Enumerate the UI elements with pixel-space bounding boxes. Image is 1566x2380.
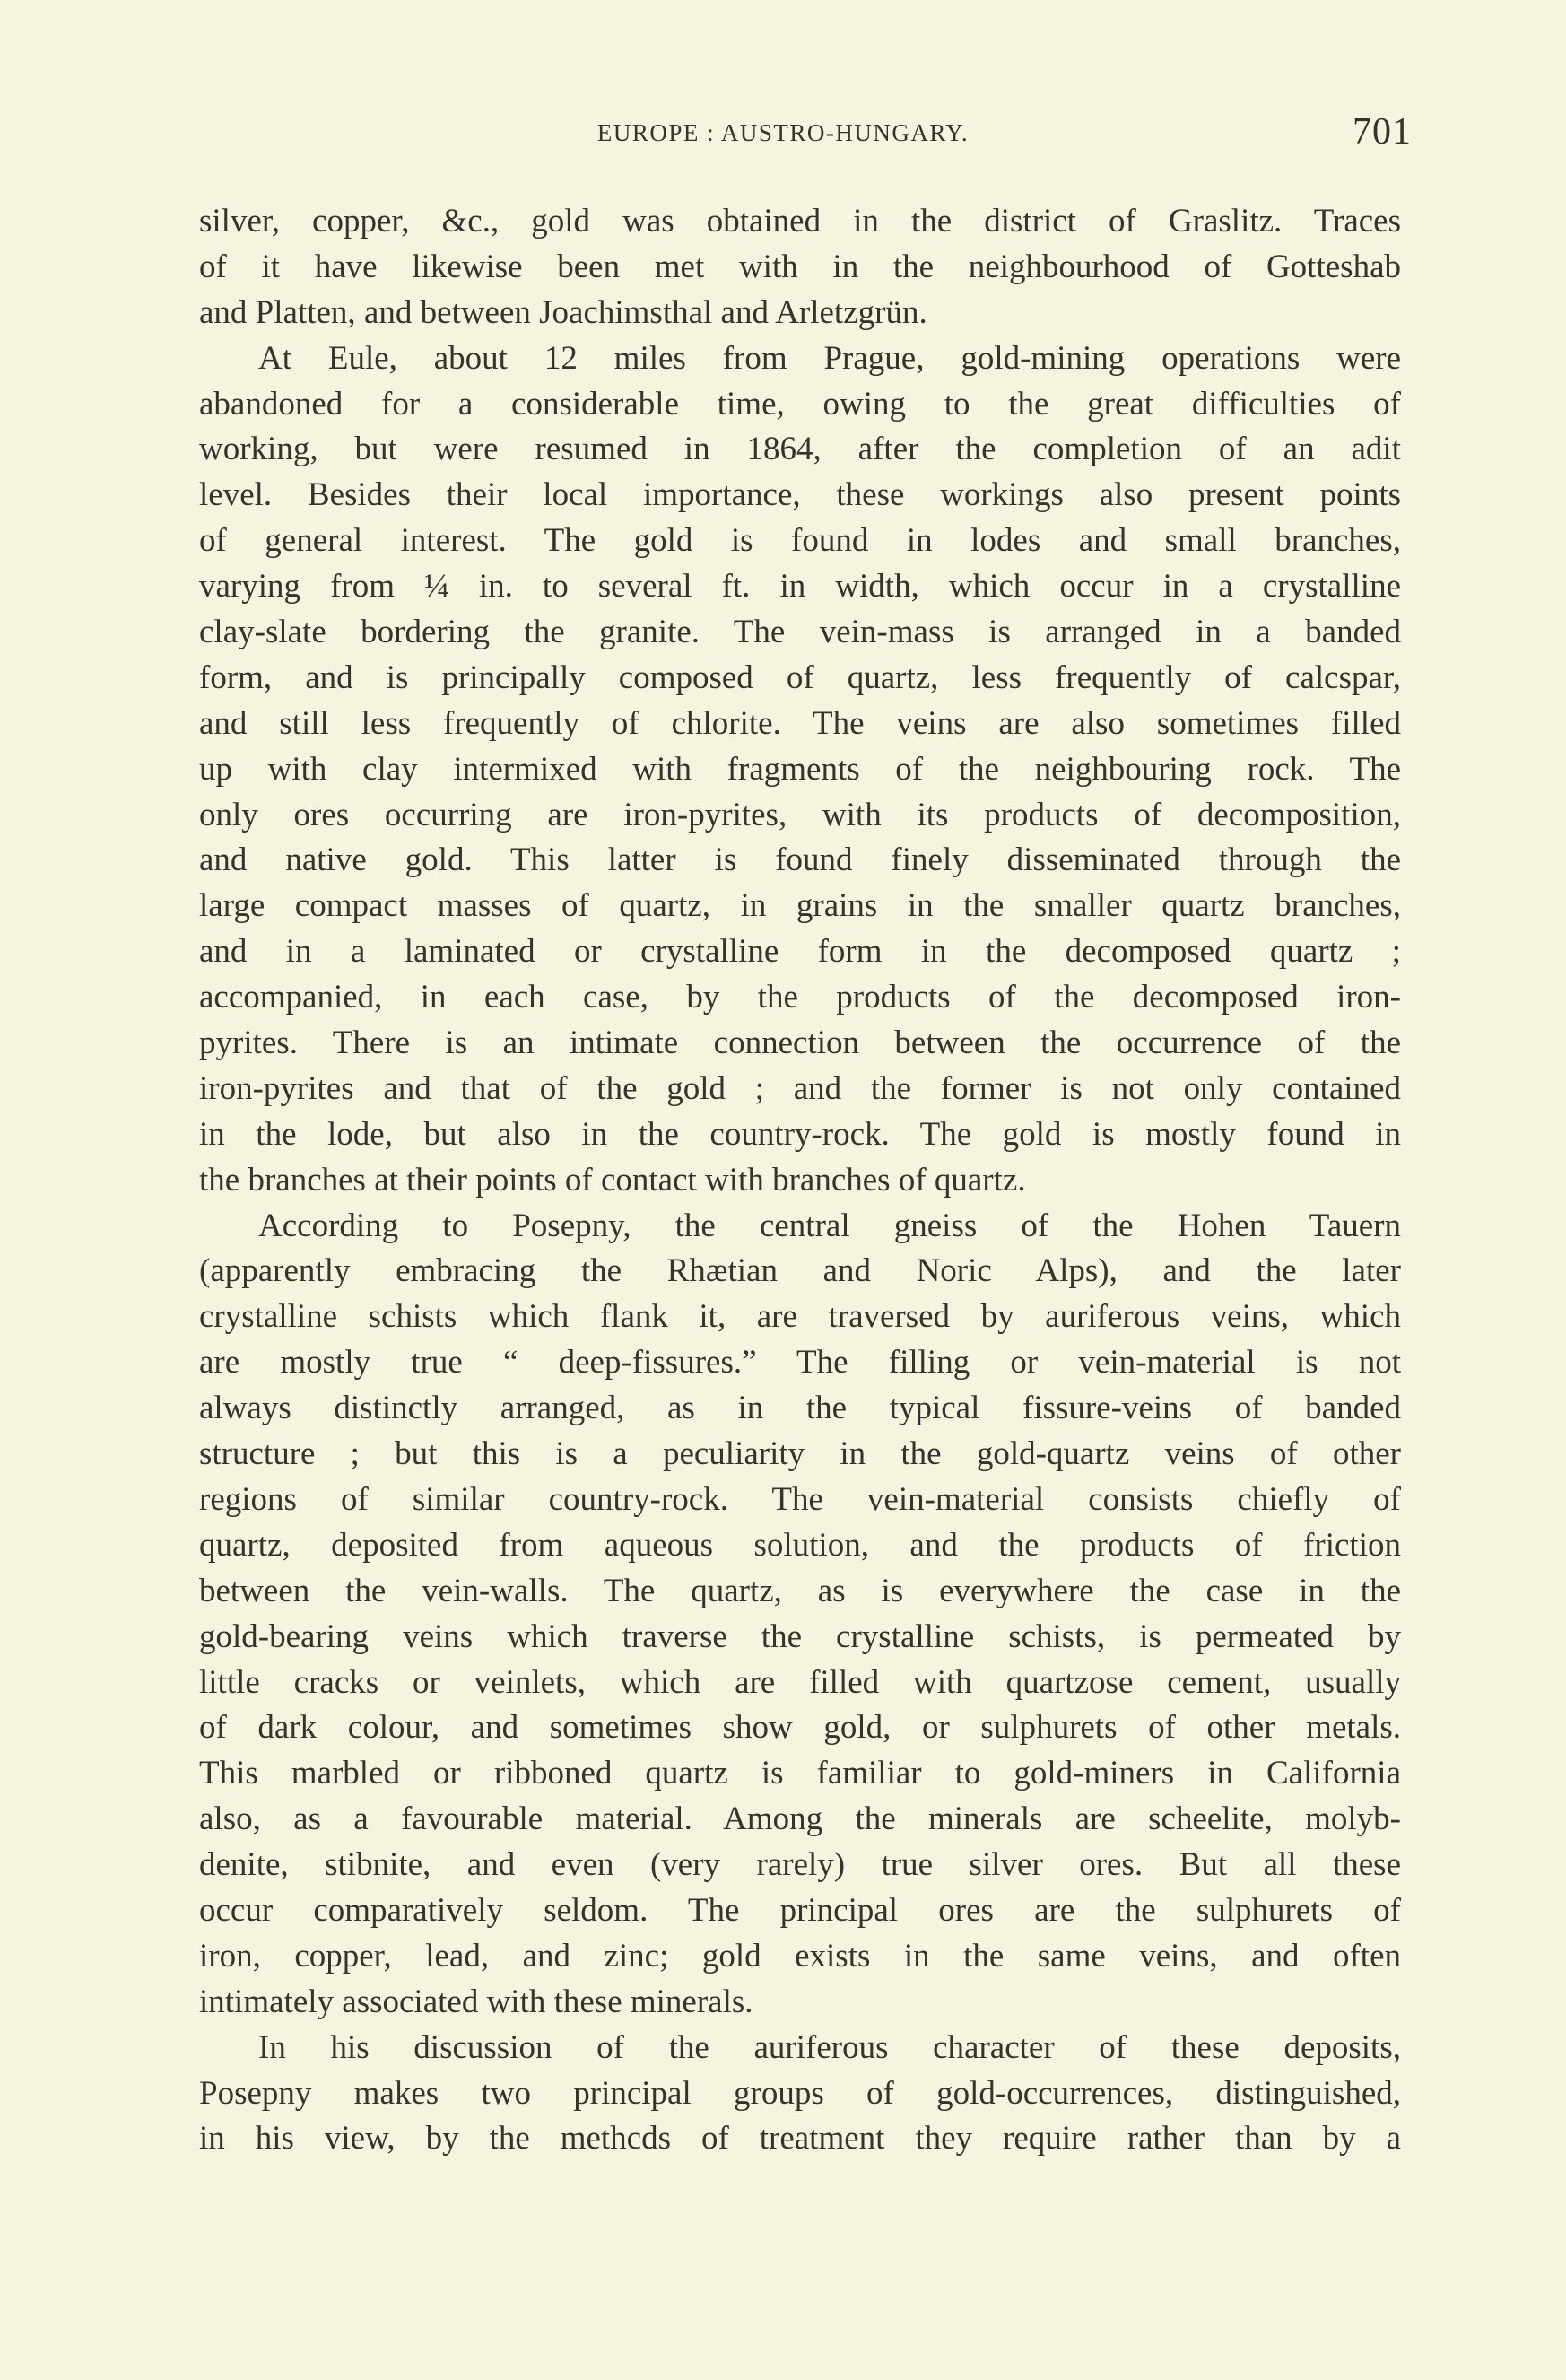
- text-line: gold-bearing veins which traverse the crystalline schists, is permeated by: [199, 1617, 1401, 1655]
- text-line: in the lode, but also in the country-rock. The gold is mostly found in: [199, 1115, 1401, 1153]
- text-line: intimately associated with these minerals.: [199, 1983, 753, 2020]
- text-line: and in a laminated or crystalline form in the decomposed quartz ;: [199, 933, 1401, 971]
- text-line: Posepny makes two principal groups of gold-occurrences, distinguished,: [199, 2074, 1401, 2112]
- text-line: quartz, deposited from aqueous solution, and the products of friction: [199, 1526, 1401, 1564]
- text-line: in his view, by the methcds of treatment they require rather than by a: [199, 2120, 1401, 2158]
- text-line: (apparently embracing the Rhætian and Noric Alps), and the later: [199, 1252, 1401, 1290]
- text-line: between the vein-walls. The quartz, as is everywhere the case in the: [199, 1572, 1401, 1609]
- text-line: of general interest. The gold is found in lodes and small branches,: [199, 522, 1401, 560]
- text-line: only ores occurring are iron-pyrites, with its products of decomposition,: [199, 796, 1401, 833]
- text-line: pyrites. There is an intimate connection between the occurrence of the: [199, 1024, 1401, 1062]
- body-text: [199, 199, 1401, 2162]
- text-line: silver, copper, &c., gold was obtained in the district of Graslitz. Traces: [199, 203, 1401, 240]
- page-number: 701: [1353, 111, 1412, 153]
- text-line: the branches at their points of contact with branches of quartz.: [199, 1161, 1026, 1199]
- text-line: are mostly true “ deep-fissures.” The filling or vein-material is not: [199, 1344, 1401, 1382]
- text-line: clay-slate bordering the granite. The vein-mass is arranged in a banded: [199, 614, 1401, 651]
- paragraph: [199, 199, 1401, 336]
- text-line: At Eule, about 12 miles from Prague, gold-mining operations were: [258, 339, 1401, 377]
- text-line: large compact masses of quartz, in grains in the smaller quartz branches,: [199, 887, 1401, 925]
- text-line: and native gold. This latter is found finely disseminated through the: [199, 841, 1401, 879]
- text-line: regions of similar country-rock. The vein-material consists chiefly of: [199, 1480, 1401, 1518]
- paragraph: [199, 2026, 1401, 2163]
- text-line: and Platten, and between Joachimsthal and Arletzgrün.: [199, 293, 927, 331]
- paragraph: [199, 336, 1401, 1204]
- text-line: varying from ¼ in. to several ft. in width, which occur in a crystalline: [199, 568, 1401, 606]
- text-line: occur comparatively seldom. The principal ores are the sulphurets of: [199, 1891, 1401, 1929]
- paragraph: [199, 1204, 1401, 2026]
- text-line: denite, stibnite, and even (very rarely) true silver ores. But all these: [199, 1846, 1401, 1884]
- text-line: working, but were resumed in 1864, after the completion of an adit: [199, 431, 1401, 468]
- text-line: crystalline schists which flank it, are traversed by auriferous veins, which: [199, 1298, 1401, 1336]
- text-line: always distinctly arranged, as in the typical fissure-veins of banded: [199, 1390, 1401, 1427]
- text-line: form, and is principally composed of quartz, less frequently of calcspar,: [199, 658, 1401, 696]
- text-line: also, as a favourable material. Among the minerals are scheelite, molyb-: [199, 1800, 1401, 1838]
- text-line: and still less frequently of chlorite. The veins are also sometimes filled: [199, 704, 1401, 742]
- text-line: abandoned for a considerable time, owing to the great difficulties of: [199, 385, 1401, 423]
- text-line: In his discussion of the auriferous character of these deposits,: [258, 2028, 1401, 2066]
- text-line: accompanied, in each case, by the products of the decomposed iron-: [199, 979, 1401, 1016]
- text-line: structure ; but this is a peculiarity in the gold-quartz veins of other: [199, 1435, 1401, 1473]
- text-line: According to Posepny, the central gneiss of the Hohen Tauern: [258, 1207, 1401, 1244]
- text-line: iron-pyrites and that of the gold ; and the former is not only contained: [199, 1069, 1401, 1107]
- text-line: up with clay intermixed with fragments of the neighbouring rock. The: [199, 750, 1401, 788]
- text-line: iron, copper, lead, and zinc; gold exists in the same veins, and often: [199, 1937, 1401, 1975]
- running-head-title: EUROPE : AUSTRO-HUNGARY.: [596, 119, 970, 146]
- text-line: of dark colour, and sometimes show gold, or sulphurets of other metals.: [199, 1709, 1401, 1747]
- text-line: This marbled or ribboned quartz is familiar to gold-miners in California: [199, 1755, 1401, 1792]
- text-line: little cracks or veinlets, which are filled with quartzose cement, usually: [199, 1663, 1401, 1701]
- text-line: level. Besides their local importance, these workings also present points: [199, 476, 1401, 514]
- text-line: of it have likewise been met with in the neighbourhood of Gotteshab: [199, 248, 1401, 285]
